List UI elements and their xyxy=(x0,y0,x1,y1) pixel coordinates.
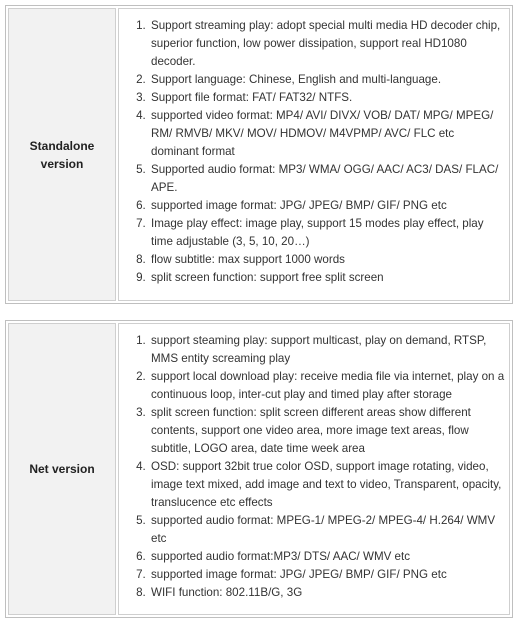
list-item: 6. supported audio format:MP3/ DTS/ AAC/ WMV etc xyxy=(149,548,505,566)
list-item: 8. WIFI function: 802.11B/G, 3G xyxy=(149,584,505,602)
list-item: 8. flow subtitle: max support 1000 words xyxy=(149,251,505,269)
net-spec-table xyxy=(5,320,513,618)
standalone-feature-list xyxy=(123,17,505,287)
net-feature-list xyxy=(123,332,505,602)
list-item: 2. Support language: Chinese, English and multi-language. xyxy=(149,71,505,89)
list-item: 5. Supported audio format: MP3/ WMA/ OGG/ AAC/ AC3/ DAS/ FLAC/ APE. xyxy=(149,161,505,197)
net-spec-content xyxy=(118,323,510,615)
list-item: 3. Support file format: FAT/ FAT32/ NTFS. xyxy=(149,89,505,107)
list-item: 7. supported image format: JPG/ JPEG/ BMP/ GIF/ PNG etc xyxy=(149,566,505,584)
list-item: 6. supported image format: JPG/ JPEG/ BMP/ GIF/ PNG etc xyxy=(149,197,505,215)
list-item: 1. Support streaming play: adopt special multi media HD decoder chip, superior function, low power dissipation, support real HD1080 decoder. xyxy=(149,17,505,71)
list-item: 9. split screen function: support free split screen xyxy=(149,269,505,287)
standalone-spec-table xyxy=(5,5,513,304)
net-version-label: Net version xyxy=(8,323,116,615)
standalone-spec-content xyxy=(118,8,510,301)
list-item: 5. supported audio format: MPEG-1/ MPEG-2/ MPEG-4/ H.264/ WMV etc xyxy=(149,512,505,548)
list-item: 4. OSD: support 32bit true color OSD, support image rotating, video, image text mixed, add image and text to video, Transparent, opacity, translucence etc effects xyxy=(149,458,505,512)
list-item: 1. support steaming play: support multicast, play on demand, RTSP, MMS entity screaming play xyxy=(149,332,505,368)
list-item: 2. support local download play: receive media file via internet, play on a continuous loop, inter-cut play and timed play after storage xyxy=(149,368,505,404)
standalone-version-label: Standalone version xyxy=(8,8,116,301)
list-item: 3. split screen function: split screen different areas show different contents, support one video area, more image text areas, flow subtitle, LOGO area, date time week area xyxy=(149,404,505,458)
list-item: 4. supported video format: MP4/ AVI/ DIVX/ VOB/ DAT/ MPG/ MPEG/ RM/ RMVB/ MKV/ MOV/ HDMOV/ M4VPMP/ AVC/ FLC etc dominant format xyxy=(149,107,505,161)
list-item: 7. Image play effect: image play, support 15 modes play effect, play time adjustable (3, 5, 10, 20…) xyxy=(149,215,505,251)
